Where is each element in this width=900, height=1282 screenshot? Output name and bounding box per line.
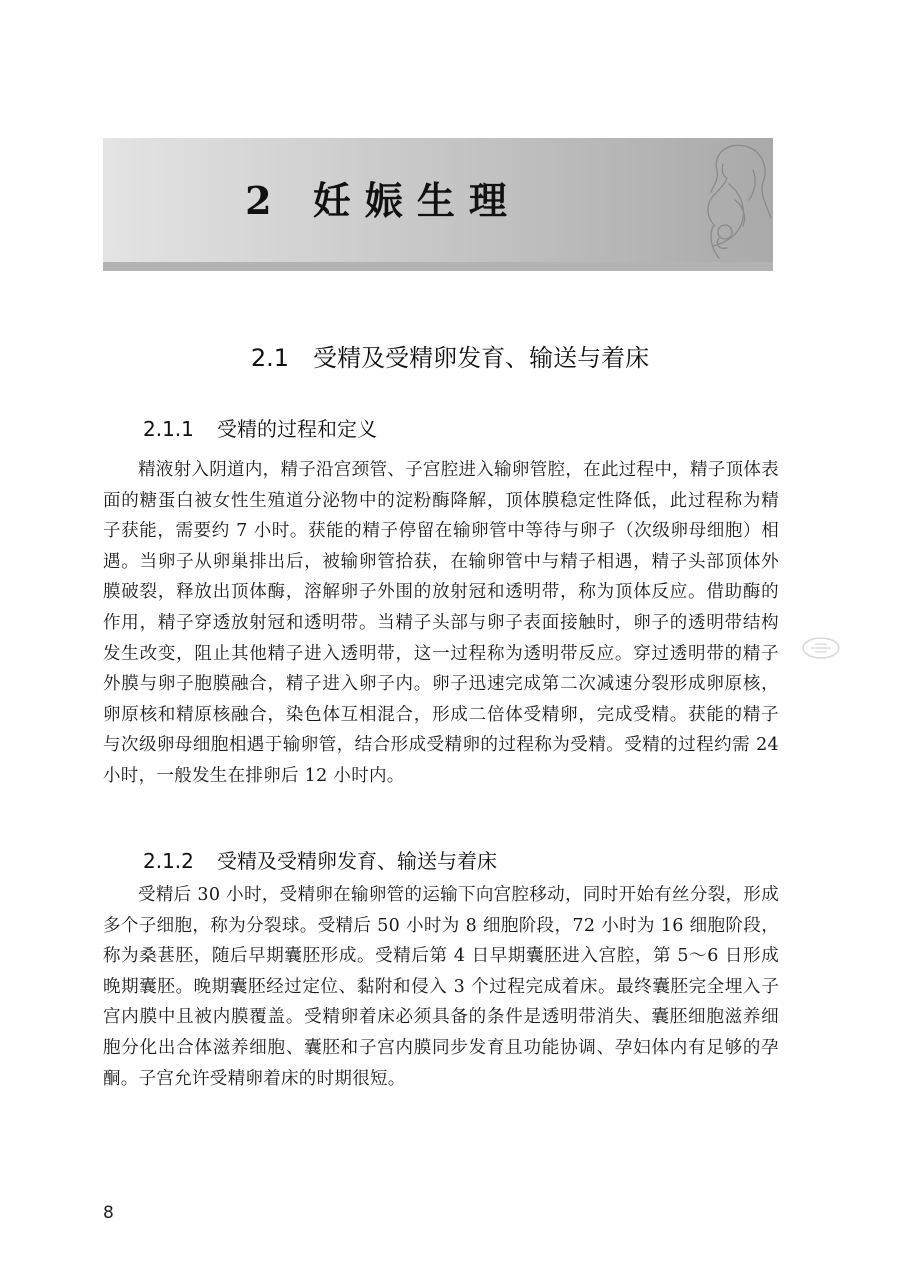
subsection-heading (143, 845, 497, 874)
subsection-number: 2.1.1 (143, 417, 194, 441)
chapter-banner-rule (103, 262, 773, 271)
page-number: 8 (103, 1203, 114, 1223)
chapter-title: 2 妊娠生理 (245, 178, 521, 223)
subsection-title: 受精及受精卵发育、输送与着床 (217, 849, 497, 873)
watermark-oval-icon (801, 636, 841, 660)
section-title: 2.1 受精及受精卵发育、输送与着床 (250, 344, 650, 372)
body-paragraph: 精液射入阴道内，精子沿宫颈管、子宫腔进入输卵管腔，在此过程中，精子顶体表面的糖蛋白被女性生殖道分泌物中的淀粉酶降解，顶体膜稳定性降低，此过程称为精子获能，需要约 7 小时。获能的精子停留在输卵管中等待与卵子（次级卵母细胞）相遇。当卵子从卵巢排出后，被输卵管拾获，在输卵管中与精子相遇，精子头部顶体外膜破裂，释放出顶体酶，溶解卵子外围的放射冠和透明带，称为顶体反应。借助酶的作用，精子穿透放射冠和透明带。当精子头部与卵子表面接触时，卵子的透明带结构发生改变，阻止其他精子进入透明带，这一过程称为透明带反应。穿过透明带的精子外膜与卵子胞膜融合，精子进入卵子内。卵子迅速完成第二次减速分裂形成卵原核，卵原核和精原核融合，染色体互相混合，形成二倍体受精卵，完成受精。获能的精子与次级卵母细胞相遇于输卵管，结合形成受精卵的过程称为受精。受精的过程约需 24 小时，一般发生在排卵后 12 小时内。 (103, 460, 779, 786)
body-paragraph: 受精后 30 小时，受精卵在输卵管的运输下向宫腔移动，同时开始有丝分裂，形成多个子细胞，称为分裂球。受精后 50 小时为 8 细胞阶段，72 小时为 16 细胞阶段，称为桑葚胚，随后早期囊胚形成。受精后第 4 日早期囊胚进入宫腔，第 5～6 日形成晚期囊胚。晚期囊胚经过定位、黏附和侵入 3 个过程完成着床。最终囊胚完全埋入子宫内膜中且被内膜覆盖。受精卵着床必须具备的条件是透明带消失、囊胚细胞滋养细胞分化出合体滋养细胞、囊胚和子宫内膜同步发育且功能协调、孕妇体内有足够的孕酮。子宫允许受精卵着床的时期很短。 (103, 885, 779, 1089)
subsection-heading (143, 413, 377, 442)
subsection-title: 受精的过程和定义 (217, 417, 377, 441)
pregnant-woman-outline-icon (683, 140, 773, 262)
subsection-number: 2.1.2 (143, 849, 194, 873)
